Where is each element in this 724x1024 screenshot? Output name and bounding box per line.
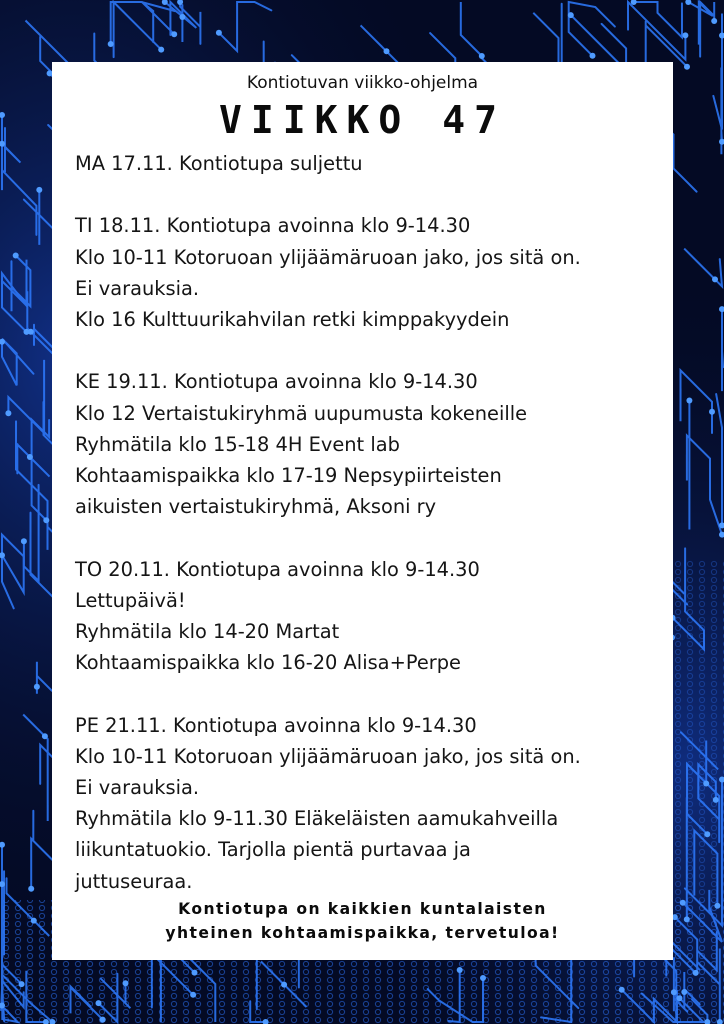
schedule-line: Ryhmätila klo 14-20 Martat — [75, 620, 340, 643]
day-block-tuesday — [75, 210, 661, 335]
schedule-line: aikuisten vertaistukiryhmä, Aksoni ry — [75, 495, 437, 519]
day-block-wednesday — [75, 366, 661, 522]
schedule-line: TO 20.11. Kontiotupa avoinna klo 9-14.30 — [75, 557, 480, 581]
schedule-line: KE 19.11. Kontiotupa avoinna klo 9-14.30 — [75, 370, 478, 394]
day-block-monday — [75, 148, 661, 179]
schedule-line: Lettupäivä! — [75, 588, 186, 612]
schedule-line: Klo 12 Vertaistukiryhmä uupumusta kokeneille — [75, 401, 528, 425]
welcome-footer — [52, 897, 673, 945]
day-block-friday — [75, 710, 661, 897]
schedule-line: PE 21.11. Kontiotupa avoinna klo 9-14.30 — [75, 713, 477, 737]
poster-title: VIIKKO 47 — [219, 98, 506, 142]
poster-subtitle: Kontiotuvan viikko-ohjelma — [246, 73, 479, 93]
schedule-line: Ei varauksia. — [75, 276, 200, 300]
schedule-line: liikuntatuokio. Tarjolla pientä purtavaa ja — [75, 838, 471, 862]
schedule-line: Ei varauksia. — [75, 776, 200, 799]
schedule-line: Klo 16 Kulttuurikahvilan retki kimppakyydein — [75, 308, 510, 331]
footer-line: Kontiotupa on kaikkien kuntalaisten — [178, 900, 547, 918]
schedule-line: MA 17.11. Kontiotupa suljettu — [75, 152, 363, 175]
schedule-line: TI 18.11. Kontiotupa avoinna klo 9-14.30 — [75, 214, 471, 238]
day-block-thursday — [75, 554, 661, 679]
footer-line: yhteinen kohtaamispaikka, tervetuloa! — [165, 924, 560, 942]
schedule-line: Klo 10-11 Kotoruoan ylijäämäruoan jako, jos sitä on. — [75, 744, 581, 768]
schedule-line: Ryhmätila klo 9-11.30 Eläkeläisten aamukahveilla — [75, 807, 559, 831]
schedule-line: Kohtaamispaikka klo 17-19 Nepsypiirteisten — [75, 464, 502, 487]
weekly-schedule — [75, 148, 661, 897]
schedule-line: Kohtaamispaikka klo 16-20 Alisa+Perpe — [75, 651, 461, 675]
program-card — [52, 62, 673, 960]
schedule-line: Ryhmätila klo 15-18 4H Event lab — [75, 432, 400, 456]
schedule-line: juttuseuraa. — [75, 869, 193, 893]
schedule-line: Klo 10-11 Kotoruoan ylijäämäruoan jako, jos sitä on. — [75, 245, 581, 269]
